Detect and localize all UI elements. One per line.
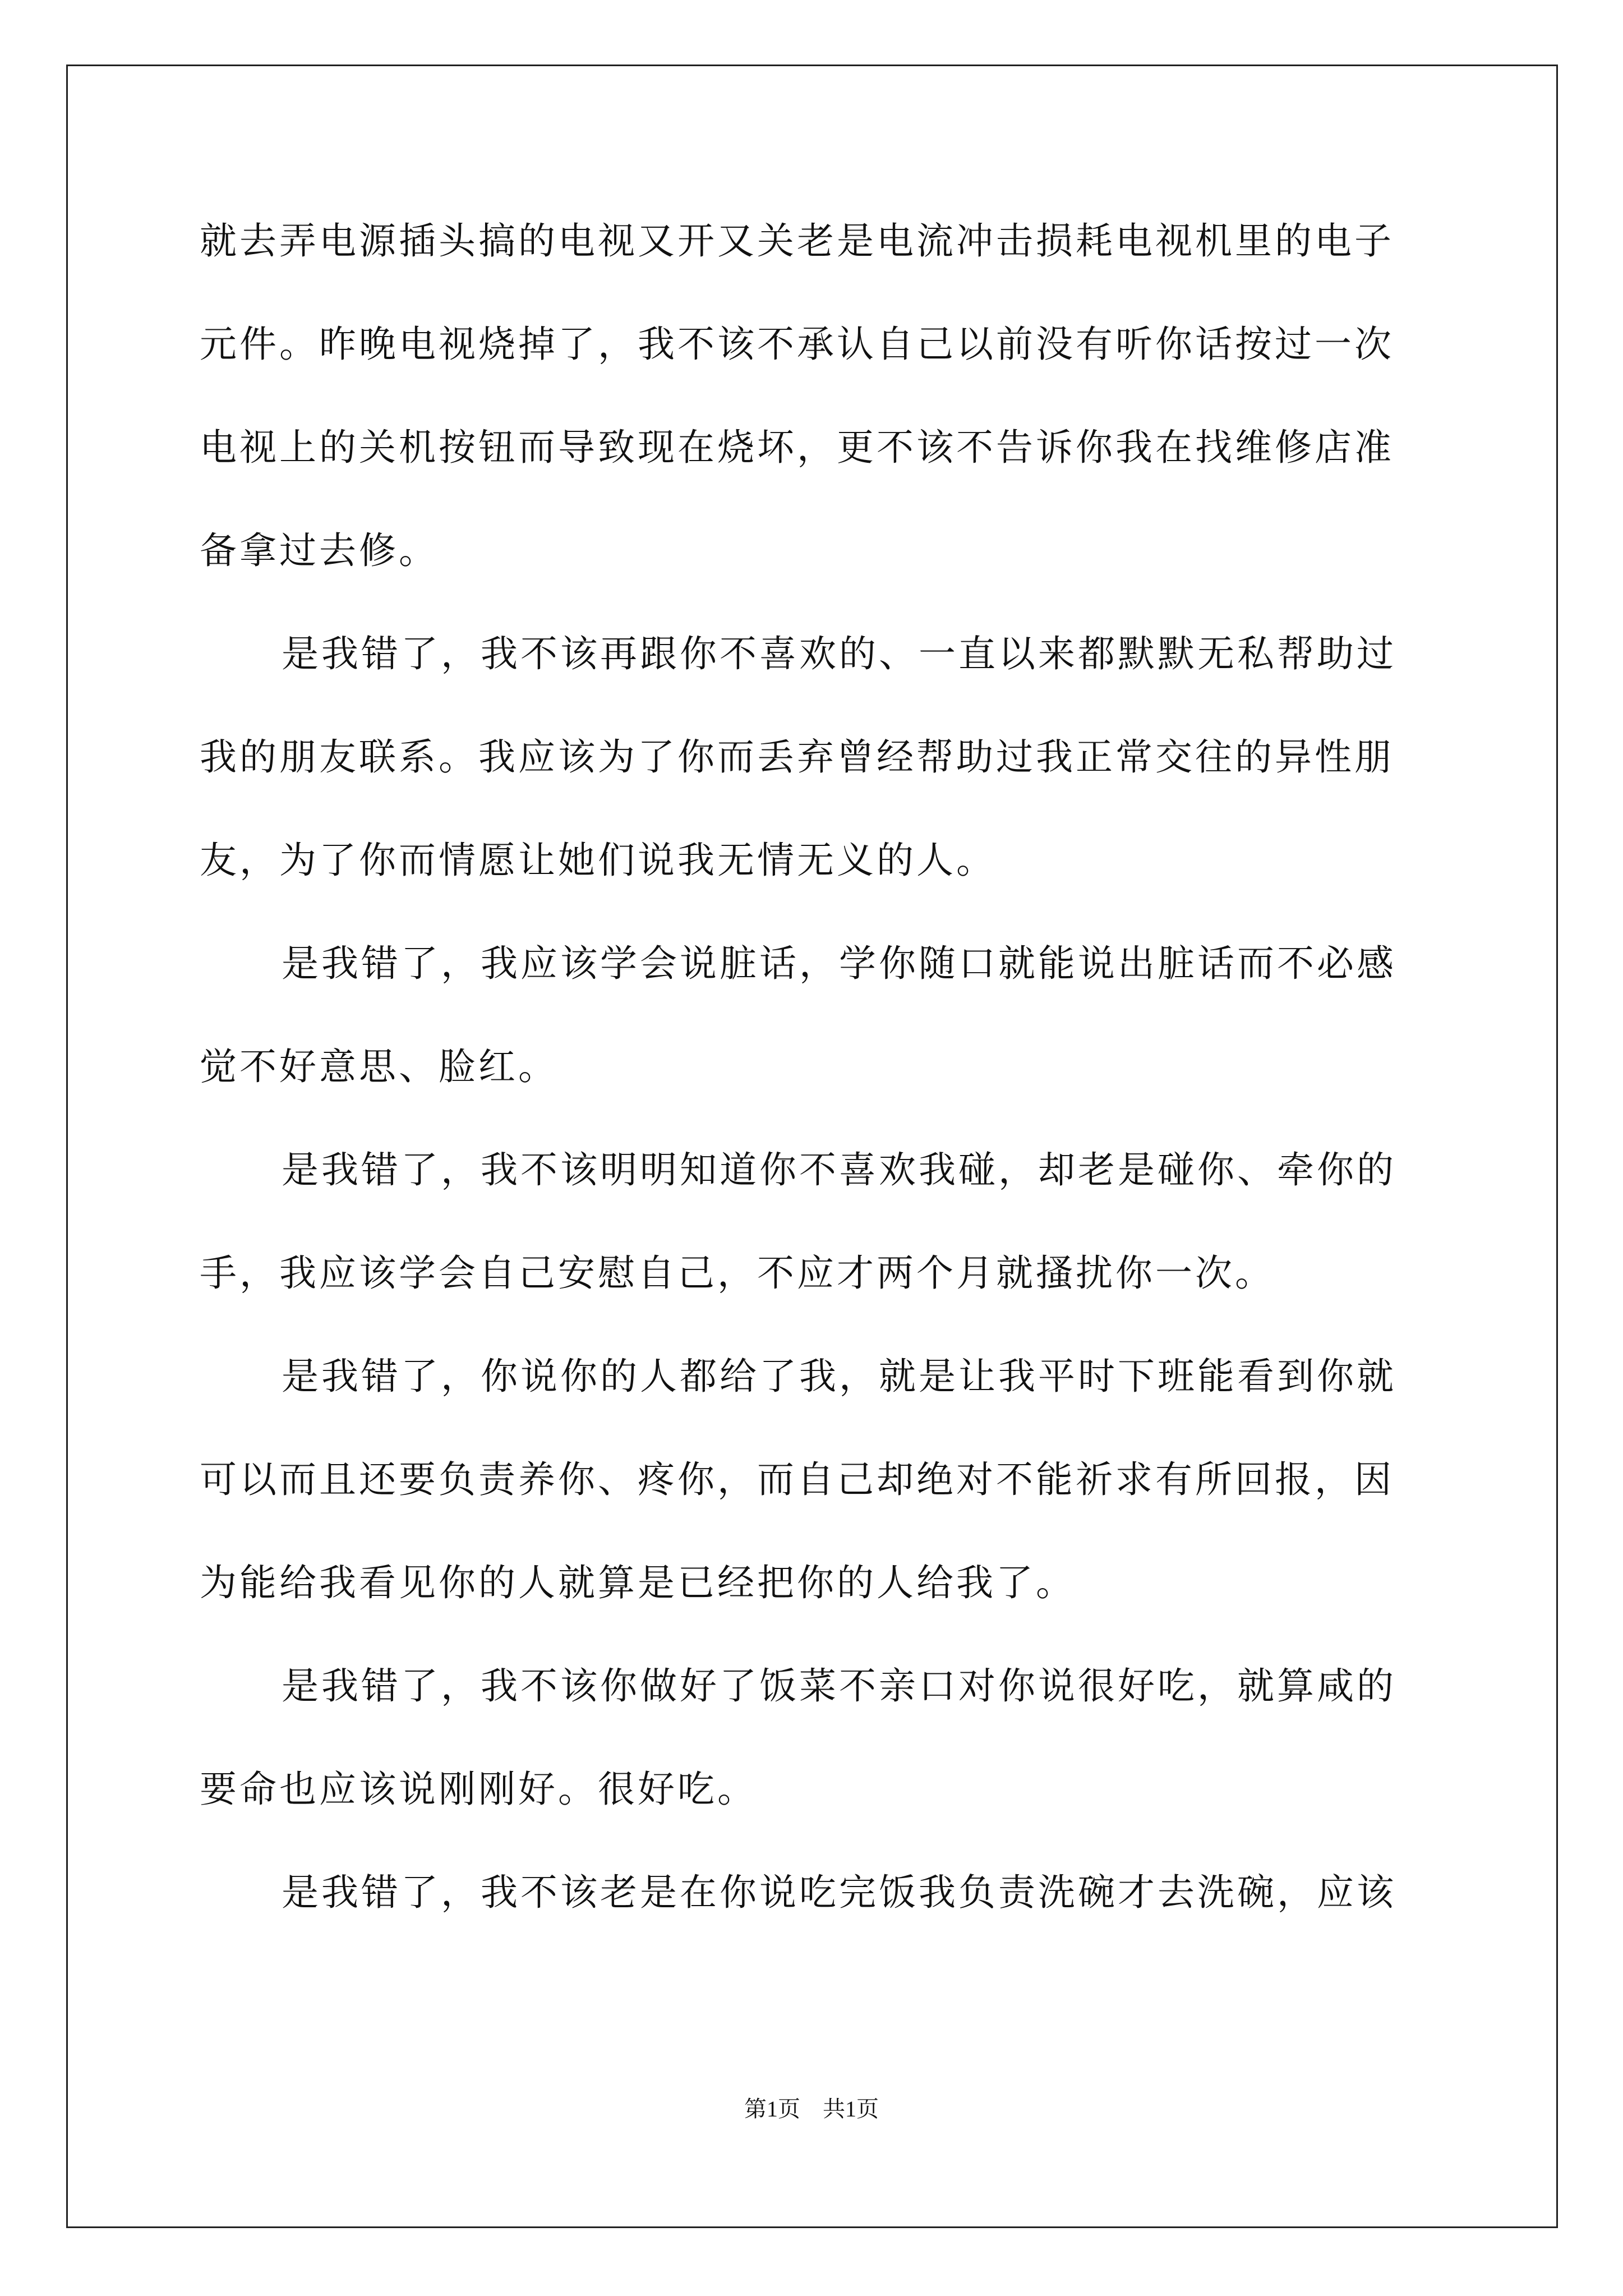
text-line: 友，为了你而情愿让她们说我无情无义的人。 <box>200 839 996 882</box>
text-line: 为能给我看见你的人就算是已经把你的人给我了。 <box>200 1561 1076 1604</box>
text-line: 可以而且还要负责养你、疼你，而自己却绝对不能祈求有所回报，因 <box>200 1458 1394 1501</box>
paragraph-first-line: 是我错了，我不该再跟你不喜欢的、一直以来都默默无私帮助过 <box>282 632 1396 675</box>
text-line: 元件。昨晚电视烧掉了，我不该不承认自己以前没有听你话按过一次 <box>200 323 1394 366</box>
text-line: 手，我应该学会自己安慰自己，不应才两个月就搔扰你一次。 <box>200 1251 1275 1295</box>
paragraph-first-line: 是我错了，我不该明明知道你不喜欢我碰，却老是碰你、牵你的 <box>282 1148 1396 1191</box>
text-line: 电视上的关机按钮而导致现在烧坏，更不该不告诉你我在找维修店准 <box>200 426 1394 469</box>
paragraph-first-line: 是我错了，你说你的人都给了我，就是让我平时下班能看到你就 <box>282 1355 1396 1398</box>
paragraph-first-line: 是我错了，我不该老是在你说吃完饭我负责洗碗才去洗碗，应该 <box>282 1871 1396 1914</box>
document-body <box>200 210 1435 1964</box>
text-line: 要命也应该说刚刚好。很好吃。 <box>200 1768 757 1811</box>
text-line: 备拿过去修。 <box>200 529 439 572</box>
paragraph-first-line: 是我错了，我应该学会说脏话，学你随口就能说出脏话而不必感 <box>282 942 1396 985</box>
text-line: 就去弄电源插头搞的电视又开又关老是电流冲击损耗电视机里的电子 <box>200 219 1394 263</box>
text-line: 觉不好意思、脸红。 <box>200 1045 558 1088</box>
paragraph-first-line: 是我错了，我不该你做好了饭菜不亲口对你说很好吃，就算咸的 <box>282 1664 1396 1708</box>
page-number-footer: 第1页 共1页 <box>744 2096 879 2122</box>
text-line: 我的朋友联系。我应该为了你而丢弃曾经帮助过我正常交往的异性朋 <box>200 735 1394 779</box>
